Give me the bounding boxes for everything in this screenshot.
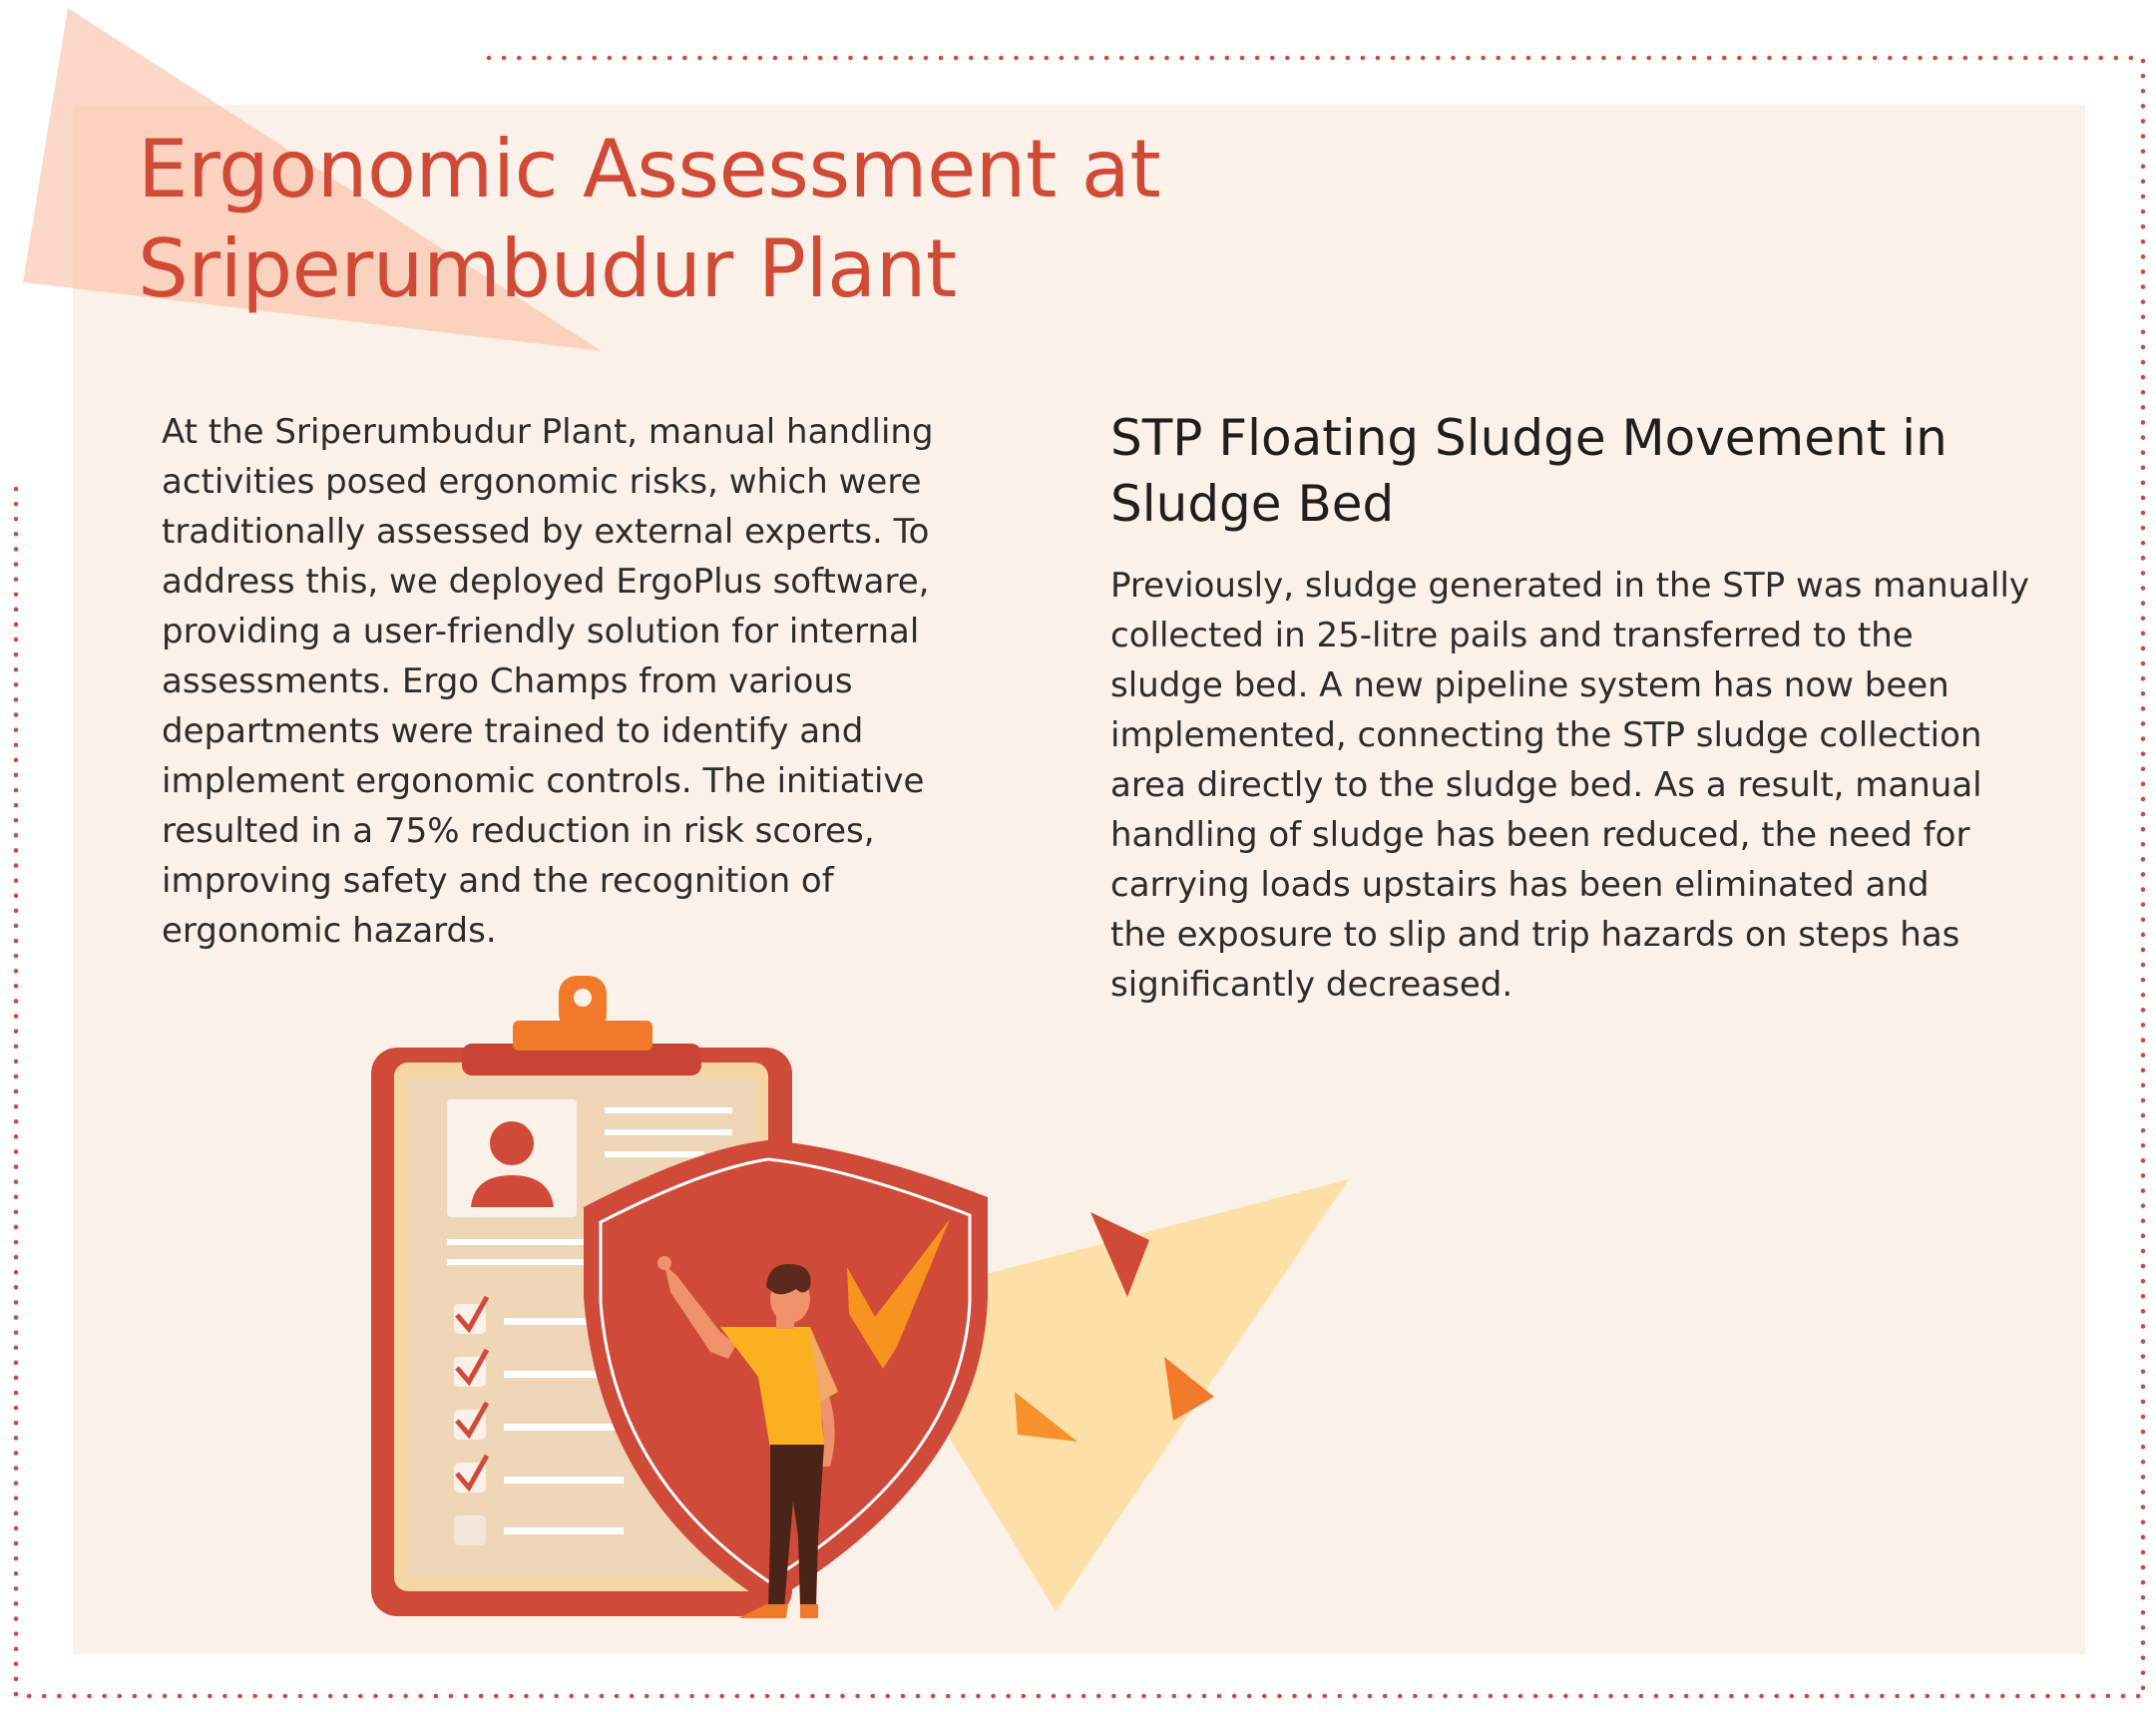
paragraph-line: improving safety and the recognition of: [162, 861, 834, 901]
paragraph-line: ergonomic hazards.: [162, 911, 497, 951]
paragraph-line: assessments. Ergo Champs from various: [162, 661, 853, 701]
paragraph-line: the exposure to slip and trip hazards on steps has: [1110, 915, 1960, 955]
paragraph-line: implement ergonomic controls. The initiative: [162, 761, 925, 801]
paragraph-line: significantly decreased.: [1110, 965, 1513, 1005]
paragraph-line: implemented, connecting the STP sludge collection: [1110, 715, 1982, 755]
paragraph-line: activities posed ergonomic risks, which were: [162, 462, 922, 502]
paragraph-line: At the Sriperumbudur Plant, manual handling: [162, 412, 934, 452]
paragraph-line: sludge bed. A new pipeline system has now been: [1110, 665, 1949, 705]
paragraph-line: handling of sludge has been reduced, the need for: [1110, 815, 1970, 855]
section-heading-line-1: STP Floating Sludge Movement in: [1110, 409, 1947, 467]
paragraph-line: providing a user-friendly solution for internal: [162, 612, 920, 651]
paragraph-line: address this, we deployed ErgoPlus software,: [162, 562, 930, 602]
paragraph-line: area directly to the sludge bed. As a result, manual: [1110, 765, 1982, 805]
paragraph-line: collected in 25-litre pails and transferred to the: [1110, 616, 1914, 655]
paragraph-line: Previously, sludge generated in the STP was manually: [1110, 566, 2030, 606]
page-title-line-1: Ergonomic Assessment at: [138, 123, 1161, 215]
paragraph-line: traditionally assessed by external experts. To: [162, 512, 930, 552]
section-heading-line-2: Sludge Bed: [1110, 475, 1395, 533]
page-title-line-2: Sriperumbudur Plant: [138, 222, 957, 315]
paragraph-line: resulted in a 75% reduction in risk scores,: [162, 811, 875, 851]
paragraph-line: carrying loads upstairs has been eliminated and: [1110, 865, 1930, 905]
paragraph-line: departments were trained to identify and: [162, 711, 864, 751]
